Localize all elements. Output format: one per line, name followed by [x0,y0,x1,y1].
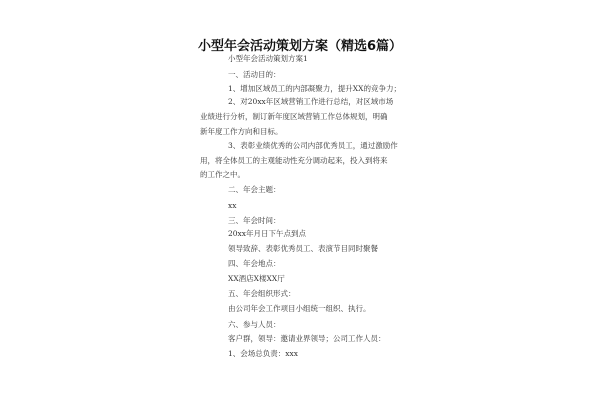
paragraph-line: 2、对20xx年区域营销工作进行总结，对区域市场 [228,97,394,106]
paragraph-line: 客户群，领导：邀请业界领导；公司工作人员： [228,334,386,343]
paragraph-line: 新年度工作方向和目标。 [200,127,283,136]
document-title: 小型年会活动策划方案（精选6篇） [197,39,403,54]
paragraph-line: 业绩进行分析，制订新年度区域营销工作总体规划，明确 [200,112,388,121]
paragraph-line: xx [228,201,237,210]
section-heading: 三、年会时间： [228,216,281,225]
section-heading: 四、年会地点： [228,259,281,268]
paragraph-line: 领导致辞、表彰优秀员工、表演节目同时聚餐 [228,244,378,253]
paragraph-line: XX酒店X楼XX厅 [228,274,285,283]
paragraph-line: 20xx年月日下午点到点 [228,229,307,238]
section-heading: 五、年会组织形式： [228,289,296,298]
paragraph-line: 由公司年会工作项目小组统一组织、执行。 [228,304,371,313]
section-heading: 二、年会主题： [228,185,281,194]
document-subtitle: 小型年会活动策划方案1 [228,54,308,63]
section-heading: 一、活动目的： [228,70,281,79]
paragraph-line: 的工作之中。 [200,170,245,179]
paragraph-line: 3、表彰业绩优秀的公司内部优秀员工，通过激励作 [228,141,398,150]
paragraph-line: 用，将全体员工的主观能动性充分调动起来，投入到将来 [200,156,388,165]
paragraph-line: 1、增加区域员工的内部凝聚力，提升XX的竞争力； [228,84,401,93]
paragraph-line: 1、会场总负责：xxx [228,349,298,358]
section-heading: 六、参与人员： [228,320,281,329]
